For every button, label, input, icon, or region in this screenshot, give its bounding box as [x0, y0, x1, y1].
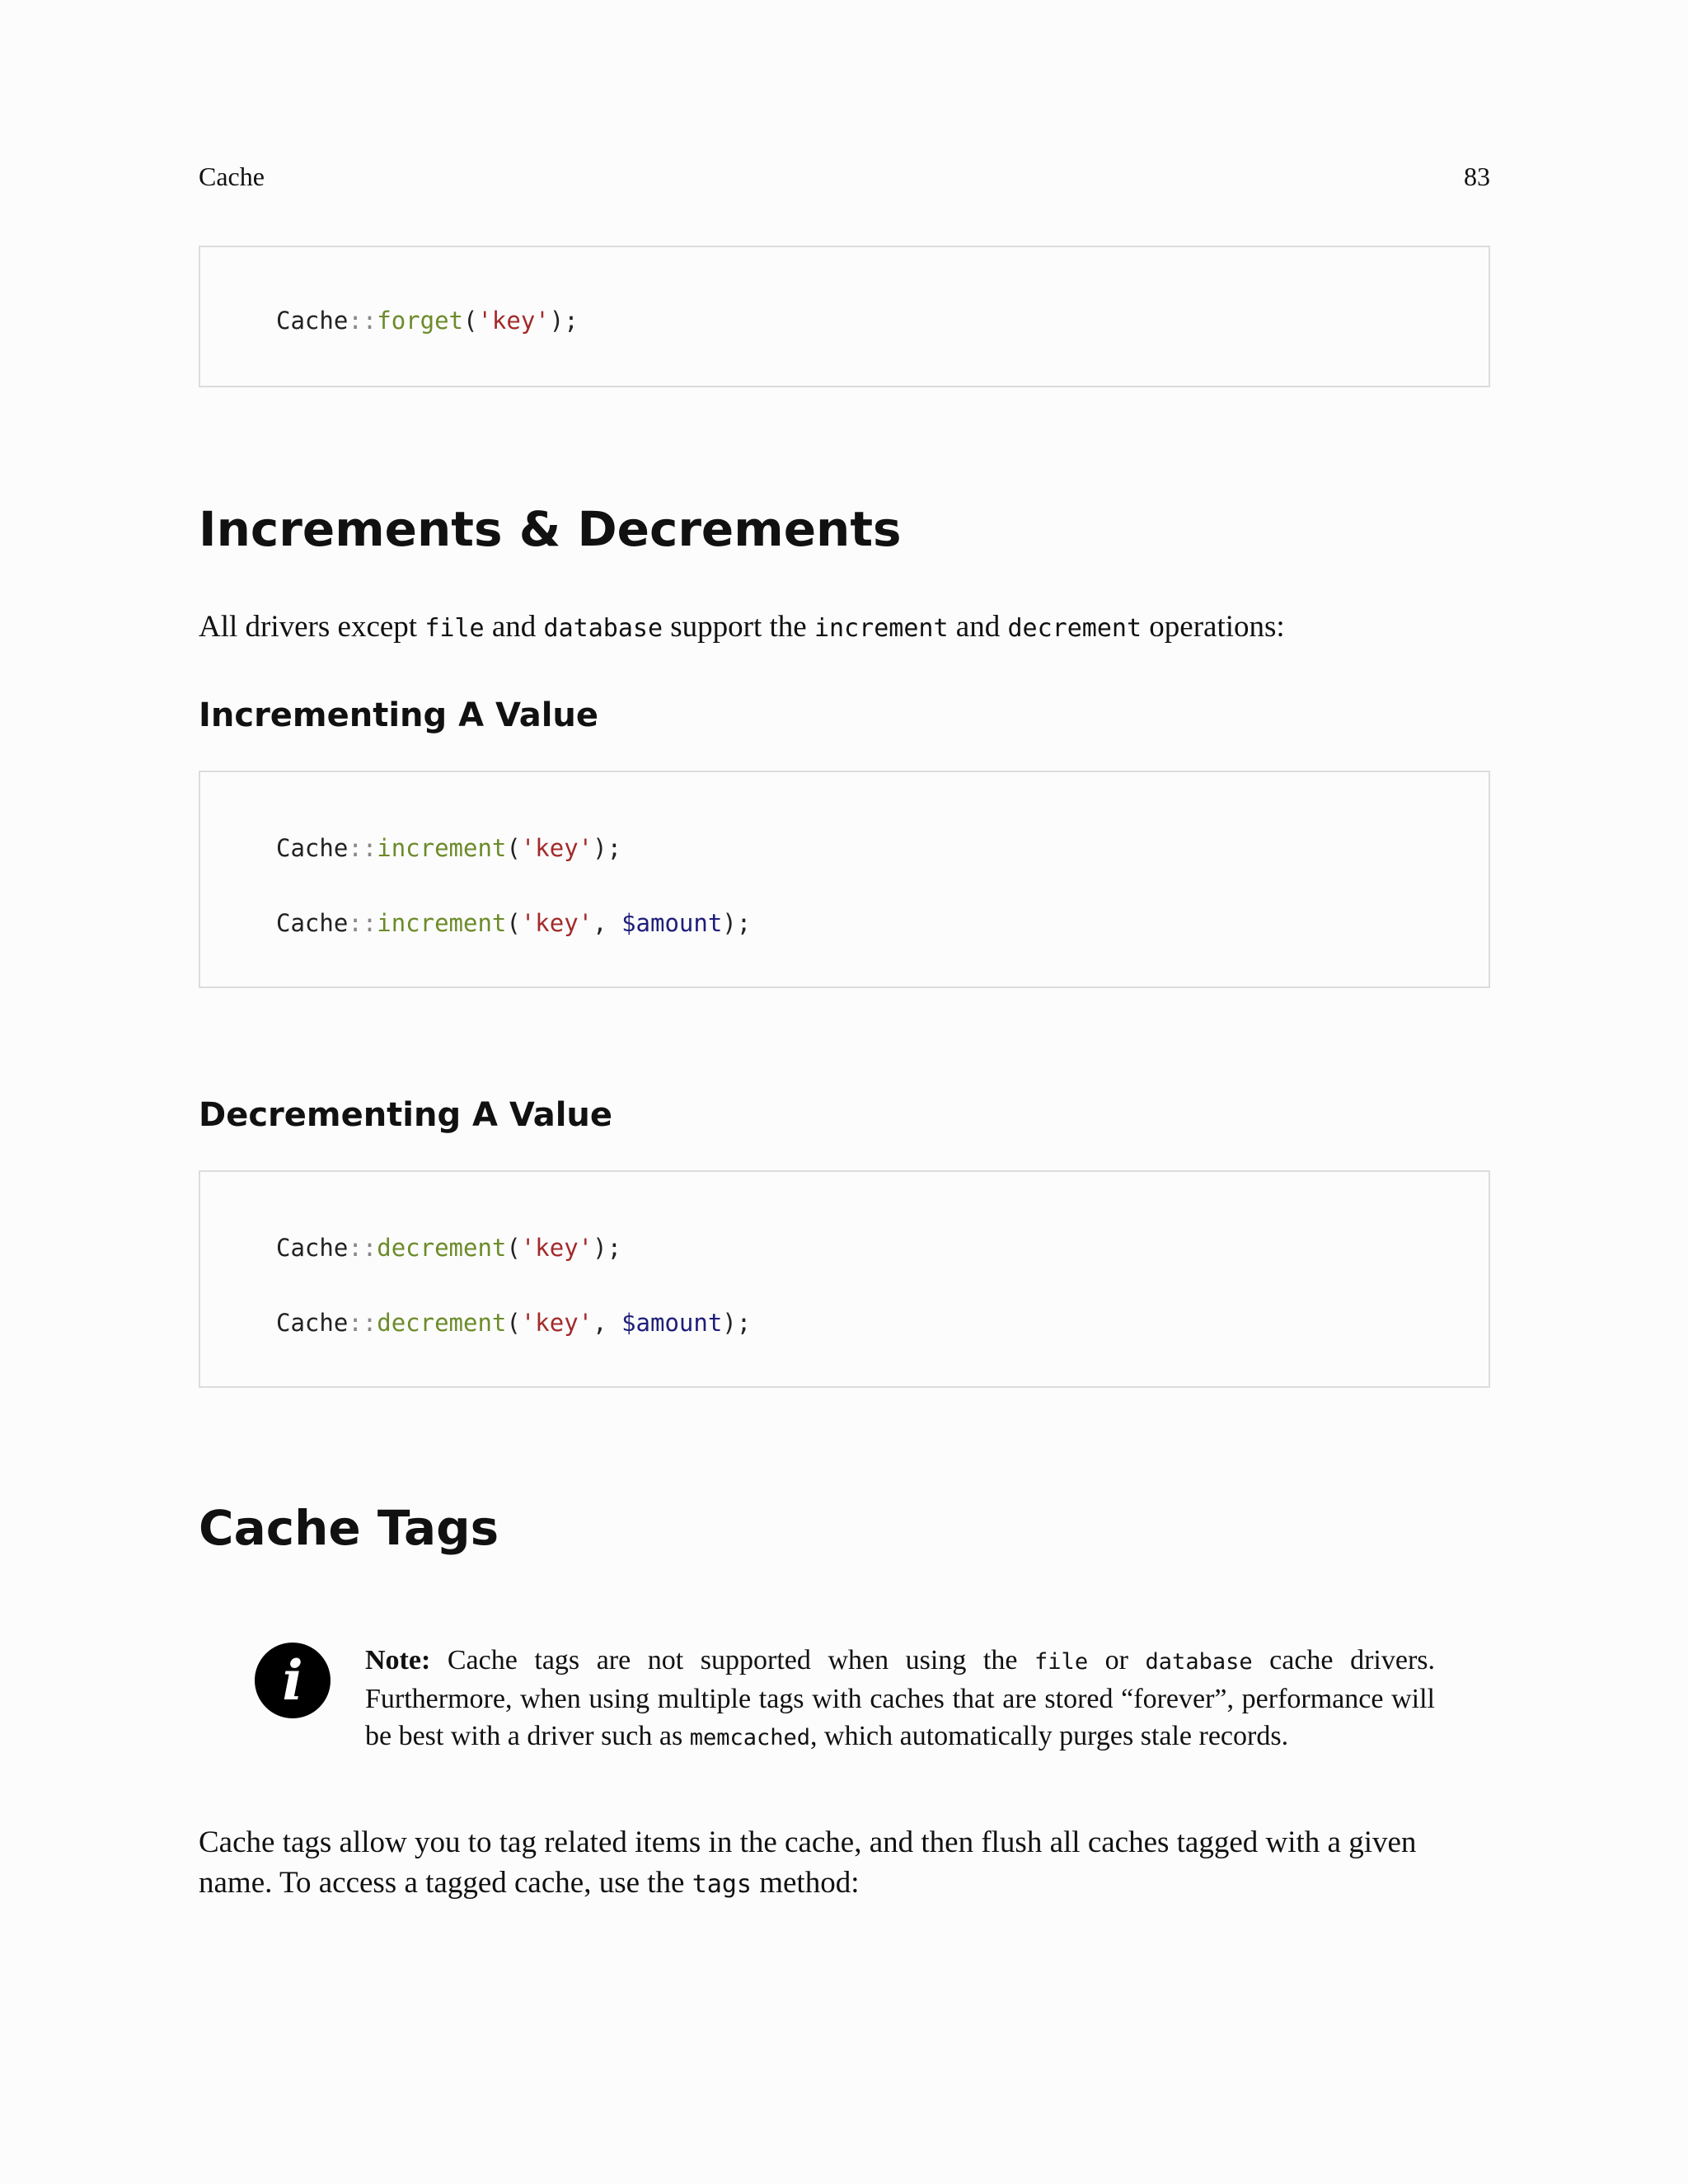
code-function: increment — [377, 834, 507, 862]
code-operator: :: — [348, 307, 377, 335]
text: Cache tags allow you to tag related items in the cache, and then flush all caches tagged with a given name. To access a tagged cache, use the — [199, 1825, 1417, 1900]
inline-code: database — [1145, 1649, 1253, 1675]
code-punctuation: ); — [593, 834, 622, 862]
code-punctuation: , — [593, 1309, 622, 1337]
running-header — [199, 162, 1490, 194]
note-callout — [365, 1642, 1435, 1756]
inline-code: database — [543, 614, 663, 643]
page-number: 83 — [1464, 162, 1490, 191]
heading-decrementing: Decrementing A Value — [199, 1096, 613, 1134]
text: and — [484, 610, 544, 644]
code-class: Cache — [276, 1234, 349, 1262]
code-operator: :: — [348, 834, 377, 862]
note-label: Note: — [365, 1645, 431, 1675]
code-variable: $amount — [621, 1309, 723, 1337]
inline-code: memcached — [689, 1725, 811, 1750]
code-block-decrement — [199, 1170, 1490, 1388]
heading-cache-tags: Cache Tags — [199, 1500, 499, 1556]
code-function: decrement — [377, 1309, 507, 1337]
code-block-forget — [199, 246, 1490, 387]
text: method: — [751, 1866, 860, 1900]
code-variable: $amount — [621, 909, 723, 937]
heading-incrementing: Incrementing A Value — [199, 696, 599, 734]
code-punctuation: ( — [506, 834, 521, 862]
text: support the — [663, 610, 814, 644]
code-line — [276, 834, 621, 862]
code-function: decrement — [377, 1234, 507, 1262]
code-line — [276, 1234, 621, 1262]
code-operator: :: — [348, 1234, 377, 1262]
code-operator: :: — [348, 1309, 377, 1337]
code-punctuation: ); — [593, 1234, 622, 1262]
code-line — [276, 307, 579, 335]
inline-code: file — [1034, 1649, 1089, 1675]
code-punctuation: ( — [463, 307, 478, 335]
code-class: Cache — [276, 1309, 349, 1337]
code-punctuation: ); — [722, 1309, 752, 1337]
code-string: 'key' — [520, 909, 593, 937]
code-string: 'key' — [520, 834, 593, 862]
code-class: Cache — [276, 307, 349, 335]
heading-increments-decrements: Increments & Decrements — [199, 501, 902, 557]
inline-code: tags — [692, 1870, 752, 1899]
code-punctuation: ); — [722, 909, 752, 937]
code-operator: :: — [348, 909, 377, 937]
text: or — [1088, 1645, 1146, 1675]
text: , which automatically purges stale records. — [810, 1721, 1289, 1751]
text: Cache tags are not supported when using the — [430, 1645, 1035, 1675]
text: cache drivers. Furthermore, when using multiple tags with caches that are stored “forever”, performance will be best with a driver such as — [365, 1645, 1436, 1751]
code-line — [276, 1309, 751, 1337]
code-string: 'key' — [477, 307, 550, 335]
code-punctuation: ); — [549, 307, 579, 335]
inline-code: decrement — [1007, 614, 1142, 643]
code-class: Cache — [276, 909, 349, 937]
code-punctuation: ( — [506, 909, 521, 937]
cache-tags-paragraph — [199, 1822, 1490, 1905]
inline-code: file — [424, 614, 485, 643]
code-string: 'key' — [520, 1234, 593, 1262]
code-punctuation: ( — [506, 1234, 521, 1262]
text: All drivers except — [199, 610, 425, 644]
text: and — [948, 610, 1008, 644]
code-class: Cache — [276, 834, 349, 862]
code-punctuation: , — [593, 909, 622, 937]
info-icon: i — [255, 1643, 331, 1718]
code-string: 'key' — [520, 1309, 593, 1337]
inline-code: increment — [814, 614, 949, 643]
code-function: increment — [377, 909, 507, 937]
chapter-title: Cache — [199, 162, 265, 191]
increments-intro — [199, 607, 1490, 649]
code-function: forget — [377, 307, 463, 335]
code-block-increment — [199, 771, 1490, 988]
text: operations: — [1142, 610, 1285, 644]
code-punctuation: ( — [506, 1309, 521, 1337]
code-line — [276, 909, 751, 937]
